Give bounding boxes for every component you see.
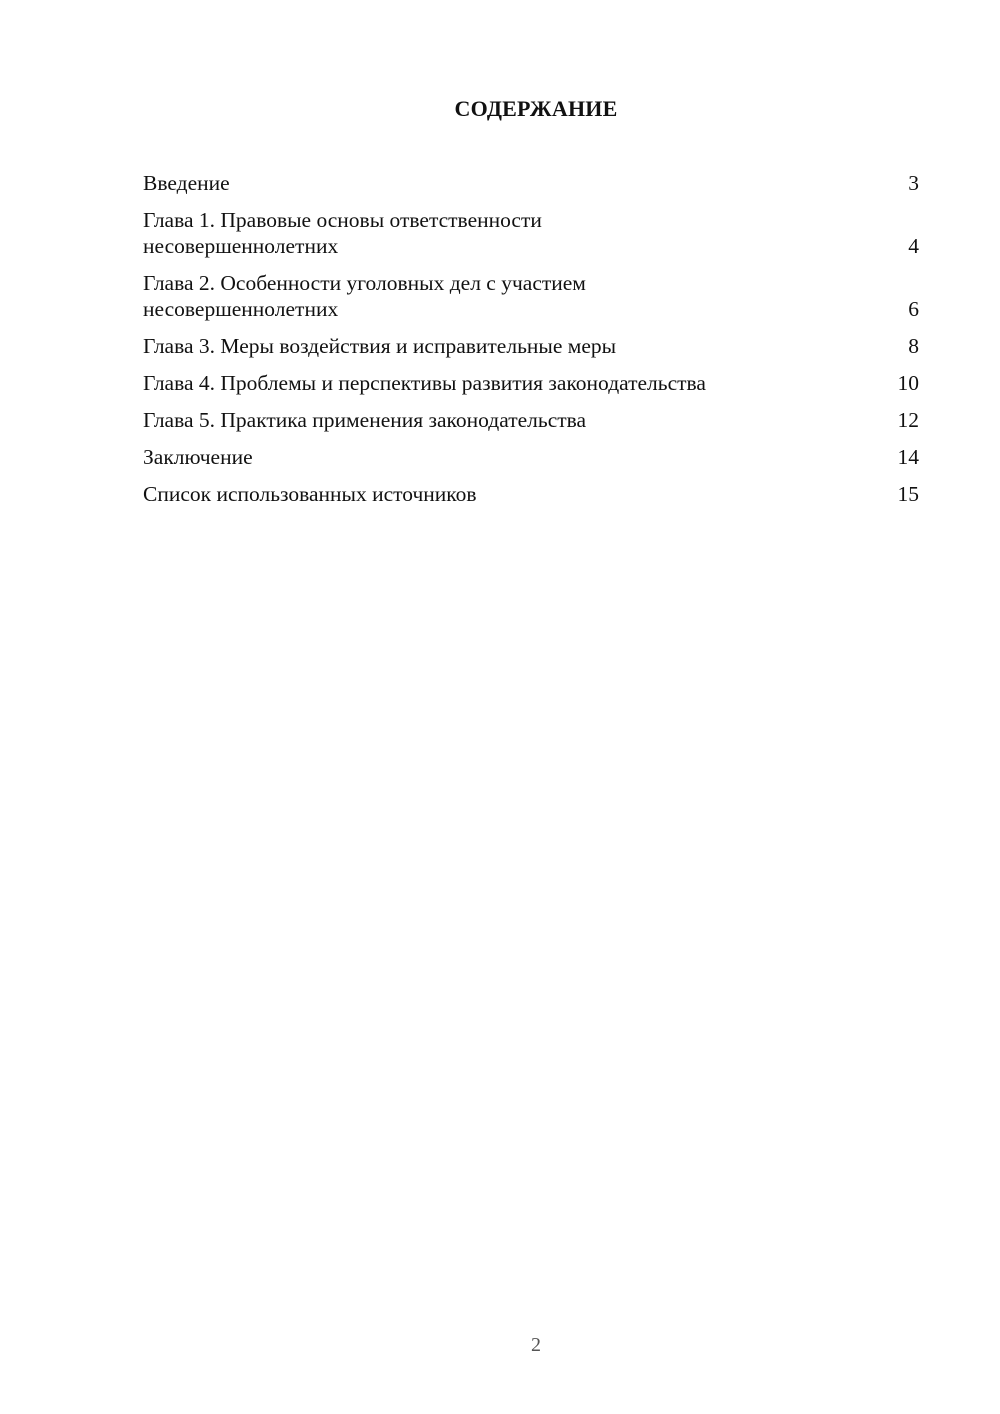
toc-item-label: Глава 3. Меры воздействия и исправительные меры (143, 334, 617, 358)
toc-item-label: Список использованных источников (143, 482, 477, 506)
toc-item-page: 8 (908, 334, 919, 358)
toc-item-label: Введение (143, 171, 230, 195)
toc-item-page: 3 (908, 171, 919, 195)
toc-item-page: 4 (908, 234, 919, 258)
toc-item-chapter-5 (143, 407, 919, 433)
toc-item-chapter-4 (143, 370, 919, 396)
toc-item-page: 10 (897, 371, 919, 395)
toc-item-chapter-2 (143, 270, 919, 322)
toc-item-chapter-1 (143, 207, 919, 259)
toc-item-chapter-3 (143, 333, 919, 359)
toc-item-label: Глава 5. Практика применения законодательства (143, 408, 587, 432)
toc-item-label: Глава 4. Проблемы и перспективы развития законодательства (143, 371, 706, 395)
toc-item-label: Заключение (143, 445, 253, 469)
toc-item-introduction (143, 170, 919, 196)
toc-item-page: 6 (908, 297, 919, 321)
toc-item-references (143, 481, 919, 507)
toc-item-page: 12 (897, 408, 919, 432)
toc-item-conclusion (143, 444, 919, 470)
toc-item-page: 15 (897, 482, 919, 506)
toc-item-label: Глава 1. Правовые основы ответственности несовершеннолетних (143, 208, 542, 258)
page-number: 2 (531, 1334, 541, 1356)
table-of-contents (143, 170, 919, 518)
toc-item-label: Глава 2. Особенности уголовных дел с участием несовершеннолетних (143, 271, 586, 321)
toc-item-page: 14 (897, 445, 919, 469)
page-title: СОДЕРЖАНИЕ (454, 96, 618, 121)
